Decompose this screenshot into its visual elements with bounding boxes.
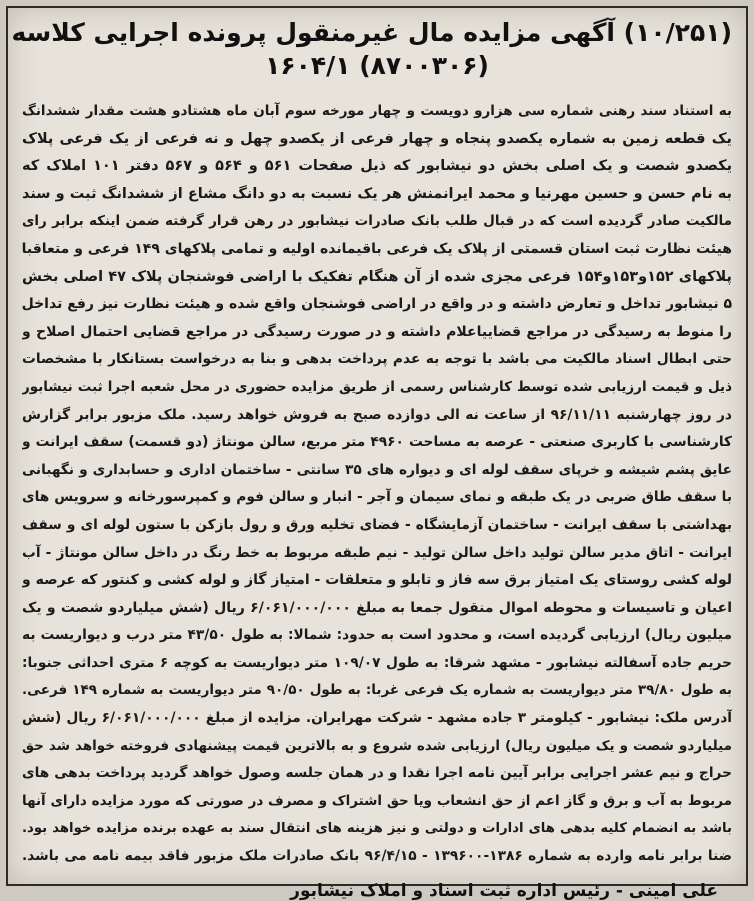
body-line: مالکیت صادر گردیده است که در قبال طلب بانک صادرات نیشابور در رهن قرار گرفته ضمن اینکه برابر رای (22, 213, 732, 230)
title-line-2: (۸۷۰۰۳۰۶) ۱۶۰۴/۱ (265, 51, 489, 80)
body-line: ۵ نیشابور تداخل و تعارض داشته و در واقع در اراضی فوشنجان واقع شده و هیئت نظارت نیز رفع تداخل (22, 296, 732, 313)
body-line: میلیاردو شصت و یک میلیون ریال) ارزیابی شده شروع و به بالاترین قیمت پیشنهادی فروخته خواهد شد حق (22, 737, 732, 754)
body-line: هیئت نظارت ثبت استان قسمتی از پلاک یک فرعی باقیمانده اولیه و تمامی پلاکهای ۱۴۹ فرعی و متعاقبا (22, 240, 732, 257)
notice-title (8, 8, 746, 82)
body-line: ایرانت - اتاق مدیر سالن تولید داخل سالن تولید - نیم طبقه مربوط به خط رنگ در داخل سالن مونتاژ - آب (22, 544, 732, 561)
body-line: عایق پشم شیشه و خرپای سقف لوله ای و دیواره های ۳۵ سانتی - ساختمان اداری و حسابداری و نگهبانی (22, 461, 732, 478)
notice-signature: علی امینی - رئیس اداره ثبت اسناد و املاک نیشابور (290, 880, 718, 901)
body-line: کارشناسی با کاربری صنعتی - عرصه به مساحت ۴۹۶۰ متر مربع، سالن مونتاژ (دو قسمت) سقف ایرانت و (22, 434, 732, 451)
body-line: حتی ابطال اسناد مالکیت می باشد با توجه به عدم پرداخت بدهی و بنا به درخواست بستانکار با مشخصات (22, 351, 732, 368)
body-line: به استناد سند رهنی شماره سی هزارو دویست و چهار مورخه سوم آبان ماه هشتادو هشت مقدار ششدانگ (22, 103, 732, 119)
body-line: ضنا برابر نامه وارده به شماره ۱۳۸۶-۱۳۹۶۰۰ - ۹۶/۴/۱۵ بانک صادرات ملک مزبور فاقد بیمه نامه می باشد. (22, 848, 732, 865)
body-line: بهداشتی با سقف ایرانت - ساختمان آزمایشگاه - فضای تخلیه ورق و رول بازکن با ستون لوله ای و سقف (22, 516, 732, 533)
body-line: حریم جاده آسفالته نیشابور - مشهد شرقا: به طول ۱۰۹/۰۷ متر دیواریست به کوچه ۶ متری احداثی جنوبا: (22, 654, 732, 671)
body-line: باشد به انضمام کلیه بدهی های ادارات و دولتی و نیز هزینه های انتقال سند به عهده برنده مزایده خواهد بود. (22, 821, 732, 837)
body-line: با سقف طاق ضربی در یک طبقه و نمای سیمان و آجر - انبار و سالن فوم و کمپرسورخانه و سرویس های (22, 489, 732, 506)
body-line: به طول ۳۹/۸۰ متر دیواریست به شماره یک فرعی غربا: به طول ۹۰/۵۰ متر دیواریست به شماره ۱۴۹ فرعی. (22, 682, 732, 699)
body-line: میلیون ریال) ارزیابی گردیده است، و محدود است به حدود: شمالا: به طول ۴۳/۵۰ متر درب و دیواریست به (22, 627, 732, 644)
body-line: یکصدو شصت و یک اصلی بخش دو نیشابور که ذیل صفحات ۵۶۱ و ۵۶۴ و ۵۶۷ دفتر ۱۰۱ املاک که (22, 158, 732, 175)
body-line: اعیان و تاسیسات و محوطه اموال منقول جمعا به مبلغ ۶/۰۶۱/۰۰۰/۰۰۰ ریال (شش میلیاردو شصت و یک (22, 599, 732, 616)
title-line-1: (۱۰/۲۵۱) آگهی مزایده مال غیرمنقول پرونده اجرایی کلاسه (11, 18, 732, 47)
notice-clipping (6, 6, 748, 901)
body-line: به نام حسن و حسین مهرنیا و محمد ایرانمنش هر یک نسبت به دو دانگ مشاع از ششدانگ ثبت و سند (22, 185, 732, 202)
body-line: لوله کشی روستای یک امتیاز برق سه فاز و تابلو و متعلقات - امتیاز گاز و لوله کشی و کنتور که عرصه و (22, 572, 732, 589)
body-line: حراج و نیم عشر اجرایی برابر آیین نامه اجرا نقدا و در همان جلسه وصول خواهد گردید پرداخت بدهی های (22, 765, 732, 782)
body-line: یک قطعه زمین به شماره یکصدو پنجاه و چهار فرعی از یکصدو چهل و نه فرعی از یک فرعی پلاک (22, 130, 732, 147)
body-line: پلاکهای ۱۵۲و۱۵۳و۱۵۴ فرعی مجزی شده از آن هنگام تفکیک با اراضی فوشنجان پلاک ۴۷ اصلی بخش (22, 268, 732, 285)
body-line: در روز چهارشنبه ۹۶/۱۱/۱۱ از ساعت نه الی دوازده صبح به فروش خواهد رسید. ملک مزبور برابر گزارش (22, 406, 732, 423)
notice-body (8, 82, 746, 871)
body-line: مربوط به آب و برق و گاز اعم از حق انشعاب ویا حق اشتراک و مصرف در صورتی که مورد مزایده دارای آنها (22, 792, 732, 809)
body-line: آدرس ملک: نیشابور - کیلومتر ۳ جاده مشهد - شرکت مهرایران. مزایده از مبلغ ۶/۰۶۱/۰۰۰/۰۰۰ ریال (شش (22, 710, 732, 727)
body-line: را منوط به رسیدگی در مراجع قضاییاعلام داشته و در صورت رسیدگی در مراجع قضایی احتمال اصلاح و (22, 323, 732, 340)
body-line: ذیل و قیمت ارزیابی شده توسط کارشناس رسمی از طریق مزایده حضوری در محل شعبه اجرا ثبت نیشابور (22, 378, 732, 395)
